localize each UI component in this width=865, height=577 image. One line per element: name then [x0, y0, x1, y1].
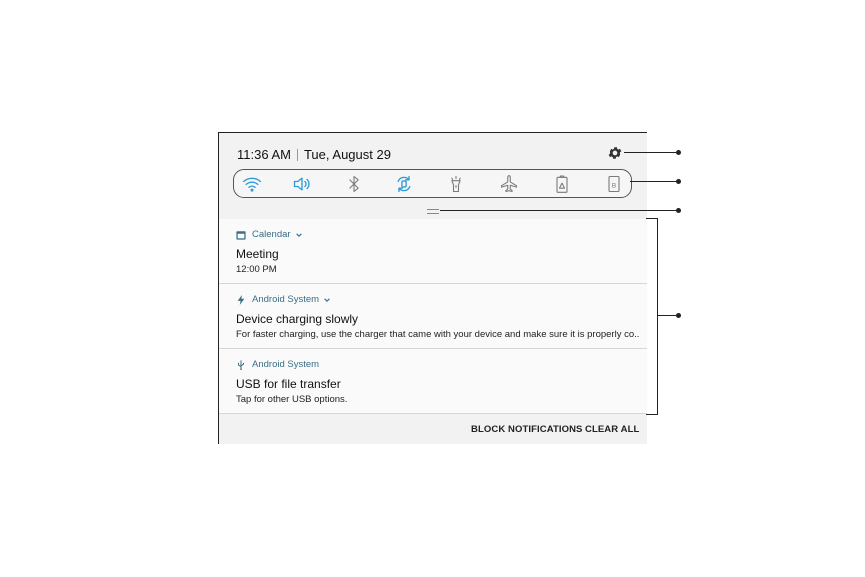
notification-app-name: Android System	[252, 359, 320, 370]
callout-line-handle	[440, 210, 678, 211]
airplane-icon[interactable]	[499, 174, 519, 194]
notification-app-header	[236, 359, 319, 370]
status-date: Tue, August 29	[303, 147, 391, 162]
flashlight-icon[interactable]	[446, 174, 466, 194]
rotate-icon[interactable]	[394, 174, 414, 194]
battery-icon[interactable]	[552, 174, 572, 194]
blue-light-filter-icon[interactable]	[604, 174, 624, 194]
notification-list	[219, 219, 647, 414]
notification-card-usb[interactable]	[219, 349, 647, 414]
status-separator	[297, 149, 298, 161]
bluetooth-icon[interactable]	[344, 174, 364, 194]
gear-icon[interactable]	[607, 145, 623, 161]
notification-card-charging[interactable]	[219, 284, 647, 349]
notification-body: Tap for other USB options.	[236, 394, 348, 405]
volume-icon[interactable]	[292, 174, 312, 194]
notification-body: 12:00 PM	[236, 264, 277, 275]
chevron-down-icon[interactable]	[295, 231, 303, 239]
notification-app-header[interactable]	[236, 294, 337, 305]
notification-panel	[218, 132, 647, 444]
calendar-icon	[236, 230, 246, 240]
callout-line-quick-settings	[630, 181, 678, 182]
clear-all-button[interactable]: CLEAR ALL	[585, 424, 640, 435]
callout-bracket-notifications	[646, 218, 658, 415]
notification-title: Device charging slowly	[236, 312, 359, 326]
notification-actions	[219, 418, 647, 444]
svg-text:B: B	[611, 182, 617, 190]
notification-app-name: Android System	[252, 294, 320, 305]
callout-dot-handle	[676, 208, 681, 213]
notification-card-calendar[interactable]	[219, 219, 647, 284]
chevron-down-icon[interactable]	[323, 296, 331, 304]
notification-title: Meeting	[236, 247, 279, 261]
usb-icon	[236, 360, 246, 370]
callout-line-settings	[624, 152, 678, 153]
panel-drag-handle[interactable]	[427, 209, 439, 214]
callout-dot-notifications	[676, 313, 681, 318]
notification-app-name: Calendar	[252, 229, 291, 240]
callout-dot-quick-settings	[676, 179, 681, 184]
notification-app-header[interactable]	[236, 229, 309, 240]
status-bar	[237, 147, 391, 162]
callout-dot-settings	[676, 150, 681, 155]
lightning-icon	[236, 295, 246, 305]
status-time: 11:36 AM	[237, 147, 291, 162]
wifi-icon[interactable]	[242, 174, 262, 194]
notification-title: USB for file transfer	[236, 377, 341, 391]
quick-settings-bar	[233, 169, 632, 198]
block-notifications-button[interactable]: BLOCK NOTIFICATIONS	[471, 424, 583, 435]
callout-line-notifications	[657, 315, 678, 316]
notification-body: For faster charging, use the charger that came with your device and make sure it is properly co..	[236, 329, 640, 340]
